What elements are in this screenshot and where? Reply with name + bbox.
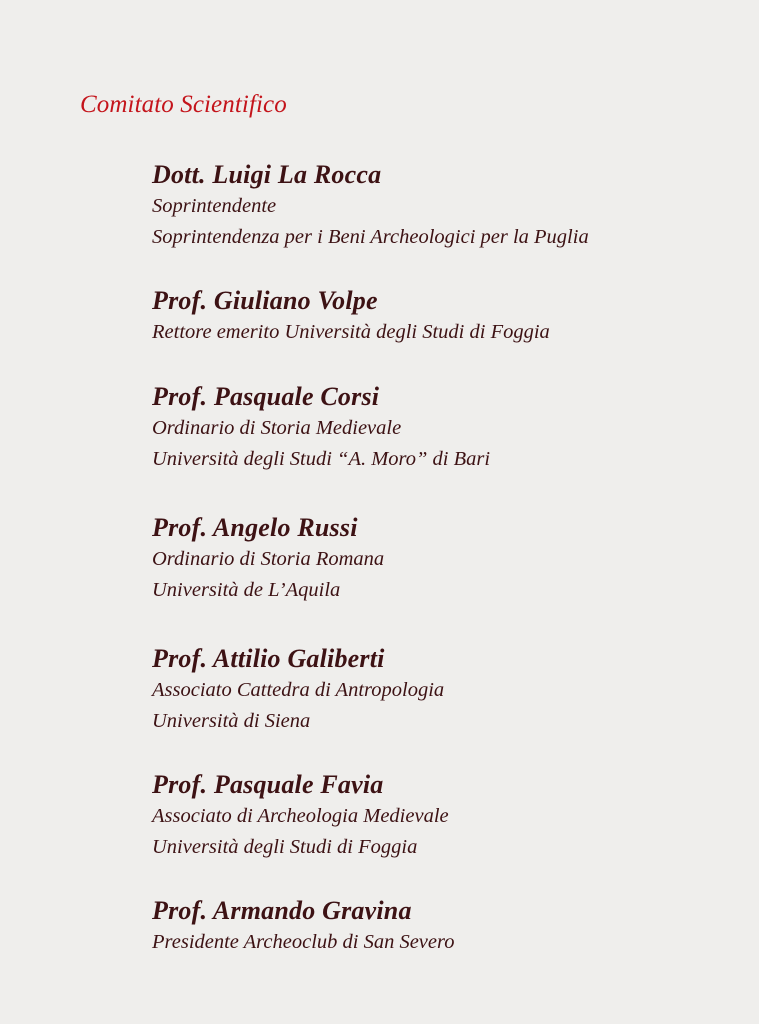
member-affiliation: Soprintendenza per i Beni Archeologici per la Puglia bbox=[152, 226, 589, 248]
section-title: Comitato Scientifico bbox=[80, 91, 287, 118]
committee-member bbox=[152, 381, 742, 475]
member-name: Prof. Armando Gravina bbox=[152, 896, 412, 925]
member-role: Ordinario di Storia Romana bbox=[152, 548, 385, 570]
member-name: Prof. Pasquale Corsi bbox=[152, 382, 380, 411]
member-affiliation: Università degli Studi di Foggia bbox=[152, 836, 418, 858]
committee-member bbox=[152, 512, 742, 606]
member-name: Prof. Pasquale Favia bbox=[152, 770, 384, 799]
member-role: Associato di Archeologia Medievale bbox=[152, 805, 449, 827]
committee-member bbox=[152, 895, 742, 958]
member-affiliation: Università di Siena bbox=[152, 710, 311, 732]
member-role: Presidente Archeoclub di San Severo bbox=[152, 931, 455, 953]
member-name: Dott. Luigi La Rocca bbox=[152, 160, 382, 189]
member-affiliation: Università degli Studi “A. Moro” di Bari bbox=[152, 448, 491, 470]
committee-member bbox=[152, 643, 742, 737]
member-role: Rettore emerito Università degli Studi di Foggia bbox=[152, 321, 550, 343]
member-role: Ordinario di Storia Medievale bbox=[152, 417, 402, 439]
member-affiliation: Università de L’Aquila bbox=[152, 579, 341, 601]
member-name: Prof. Angelo Russi bbox=[152, 513, 358, 542]
committee-member bbox=[152, 769, 742, 863]
member-role: Associato Cattedra di Antropologia bbox=[152, 679, 445, 701]
member-name: Prof. Giuliano Volpe bbox=[152, 286, 378, 315]
committee-member bbox=[152, 159, 742, 253]
committee-member bbox=[152, 285, 742, 348]
member-role: Soprintendente bbox=[152, 195, 277, 217]
member-name: Prof. Attilio Galiberti bbox=[152, 644, 385, 673]
